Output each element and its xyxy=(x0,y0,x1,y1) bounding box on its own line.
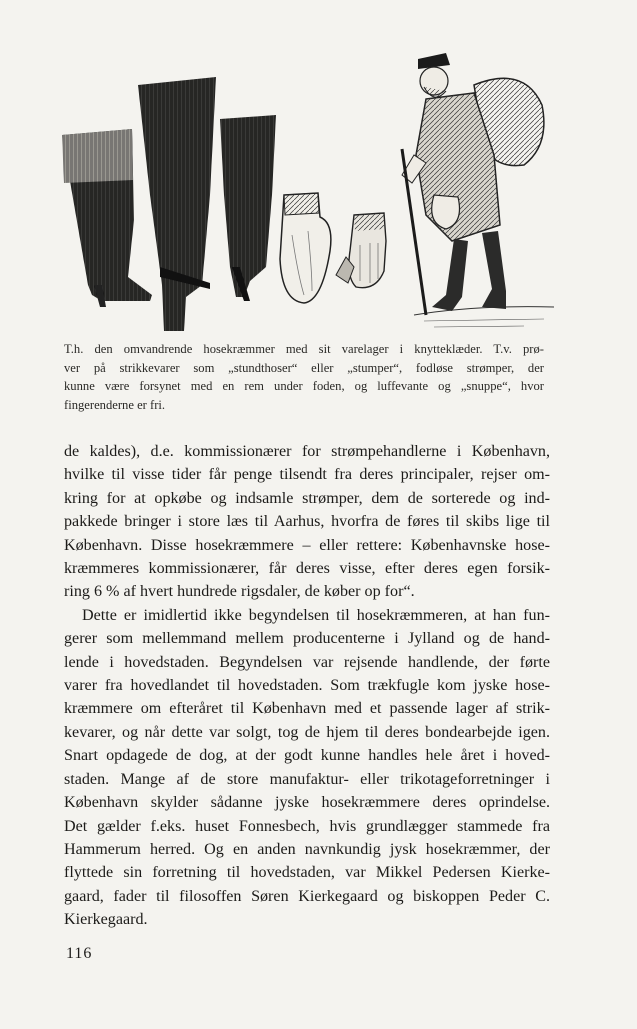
stocking-long xyxy=(138,77,216,331)
page-number: 116 xyxy=(66,945,93,962)
text-line: kevarer, og når dette var solgt, tog de hjem til deres bondearbejde igen. xyxy=(64,723,550,741)
snuppe-glove-icon xyxy=(336,213,386,288)
mitten-icon xyxy=(280,193,331,303)
text-line: kræmmere om efteråret til København med et passende lager af strik- xyxy=(64,700,550,718)
caption-line: fingerenderne er fri. xyxy=(64,397,166,412)
text-line: varer fra hovedlandet til hovedstaden. Som trækfugle kom jyske hose- xyxy=(64,677,550,695)
stocking-short xyxy=(62,129,152,307)
caption-line: T.h. den omvandrende hosekræmmer med sit varelager i knytteklæder. T.v. prø- xyxy=(64,342,544,356)
text-line: kring for at opkøbe og indsamle strømper, dem de sorterede og ind- xyxy=(64,489,550,507)
figure-caption xyxy=(64,340,544,414)
stocking-medium xyxy=(220,115,276,301)
text-line: København skylder sådanne jyske hosekræmmere deres oprindelse. xyxy=(64,794,550,812)
text-line: Dette er imidlertid ikke begyndelsen til hosekræmmeren, at han fun- xyxy=(82,606,550,624)
text-line: København. Disse hosekræmmere – eller rettere: Københavnske hose- xyxy=(64,536,550,554)
paragraph-1 xyxy=(64,440,550,604)
peddler-figure xyxy=(402,53,554,327)
text-line: kræmmeres kommissionærer, får deres visse, efter deres egen forsik- xyxy=(64,560,550,578)
text-line: de kaldes), d.e. kommissionærer for strømpehandlerne i København, xyxy=(64,443,550,460)
text-line: gerer som mellemmand mellem producenterne i Jylland og de hand- xyxy=(64,630,550,648)
text-line: lende i hovedstaden. Begyndelsen var rejsende handlende, der førte xyxy=(64,653,550,671)
text-line: flyttede sin forretning til hovedstaden, var Mikkel Pedersen Kierke- xyxy=(64,864,550,882)
paragraph-2 xyxy=(64,604,550,932)
body-text xyxy=(64,440,550,932)
caption-line: kunne være forsynet med en rem under foden, og luffevante og „snuppe“, hvor xyxy=(64,379,544,393)
text-line: hvilke til visse tider får penge tilsendt fra deres principaler, rejser om- xyxy=(64,466,550,484)
text-line: Det gælder f.eks. huset Fonnesbech, hvis grundlægger stammede fra xyxy=(64,817,550,835)
text-line: gaard, fader til filosoffen Søren Kierkegaard og biskoppen Peder C. xyxy=(64,887,550,905)
text-line: Hammerum herred. Og en anden navnkundig jysk hosekræmmer, der xyxy=(64,840,550,858)
text-line: Snart opdagede de dog, at der godt kunne handles hele året i hoved- xyxy=(64,747,550,765)
text-line: staden. Mange af de store manufaktur- eller trikotageforretninger i xyxy=(64,770,550,788)
text-line: Kierkegaard. xyxy=(64,911,148,929)
caption-line: ver på strikkevarer som „stundthoser“ eller „stumper“, fodløse strømper, der xyxy=(64,360,544,375)
text-line: pakkede bringer i store læs til Aarhus, hvorfra de føres til skibs lige til xyxy=(64,513,550,531)
text-line: ring 6 % af hvert hundrede rigsdaler, de køber op for“. xyxy=(64,583,415,601)
illustration xyxy=(54,45,574,335)
